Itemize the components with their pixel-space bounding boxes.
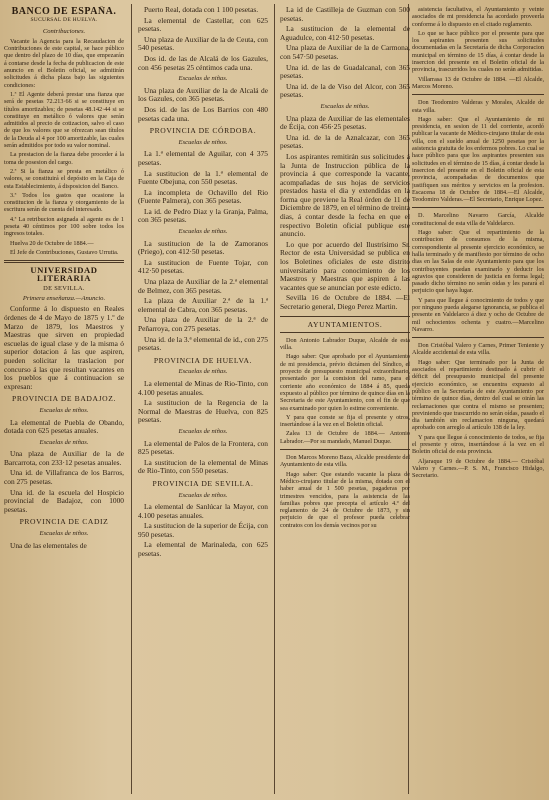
- paragraph: 1.ª El Agente deberá prestar una fianza que será de pesetas 72.213·66 si se constituye en títulos amortizables; de pesetas 48.142·44 si se constituye en metálico ó valores que serán admitidos al precio de cotizacion, salvo el caso de que los valores que se ofrezcan sean títulos de la Deuda al 4 por 100 amortizable, las cuales serán admitidos por todo su valor nominal.: [4, 90, 124, 150]
- paragraph: Conforme á lo dispuesto en Reales órdenes de 4 de Mayo de 1875 y 1.º de Marzo de 1879, los Maestros y Maestras que sirven en propiedad escuelas de igual clase y de la misma ó superior dotacion á las que aspiren, pueden solicitar la traslacion por concurso á las que resultan vacantes en los pueblos que á continuacion se expresan:: [4, 304, 124, 391]
- province-heading: PROVINCIA DE CÓRDOBA.: [149, 126, 257, 136]
- paragraph: Y para que conste se fija el presente y otros, insertándose á la vez en el Boletin oficial.: [280, 413, 410, 429]
- signature-date: Huelva 20 de Octubre de 1884.—: [10, 239, 94, 247]
- vacancy-item: La incompleta de Ochavillo del Rio (Fuente Palmera), con 365 pesetas.: [138, 187, 268, 206]
- school-type-heading: Escuelas de niños.: [178, 427, 228, 435]
- notice-header: D. Marcelino Navarro García, Alcalde constitucional de esta villa de Valdelarco.: [412, 212, 544, 227]
- vacancy-item: La sustitucion de la de Zamoranos (Priego), con 412·50 pesetas.: [138, 238, 268, 257]
- vacancy-item: Una plaza de Auxiliar de la de Barcarrota, con 233·12 pesetas anuales.: [4, 449, 124, 467]
- vacancy-item: Dos id. de las de Los Barrios con 480 pesetas cada una.: [138, 104, 268, 123]
- signature: Sevilla 16 de Octubre de 1884. —El Secretario general, Diego Perez Martin.: [280, 293, 410, 311]
- university-notice: Primera enseñanza.—Anuncio.: [22, 295, 106, 303]
- paragraph: Lo que por acuerdo del Ilustrísimo Sr. Rector de esta Universidad se publica en los Boletines oficiales de este distrito universitario para conocimiento de los Maestros y Maestras que aspiren á las vacantes que se anuncian por este edicto.: [280, 239, 410, 292]
- vacancy-item: Una id. de la escuela del Hospicio provincial de Badajoz, con 1000 pesetas.: [4, 487, 124, 514]
- vacancy-item: Una de las elementales de: [10, 540, 87, 550]
- divider: [280, 332, 410, 333]
- section-heading: Contribuciones.: [42, 27, 86, 35]
- vacancy-item: La elemental de Puebla de Obando, dotada con 625 pesetas anuales.: [4, 417, 124, 436]
- vacancy-item: La sustitucion de Fuente Tojar, con 412·50 pesetas.: [138, 257, 268, 276]
- divider: [280, 316, 410, 317]
- column-3: [280, 6, 410, 794]
- signature: Villarrasa 13 de Octubre de 1884. —El Alcalde, Marcos Moreno.: [412, 75, 544, 90]
- school-type-heading: Escuelas de niñas.: [39, 438, 89, 446]
- notice-header: Don Cristóbal Valero y Carnes, Primer Teniente y Alcalde accidental de esta villa.: [412, 342, 544, 357]
- province-heading: PROVINCIA DE CADIZ: [19, 517, 109, 527]
- vacancy-item: La sustitucion de la 1.ª elemental de Fuente Obejuna, con 550 pesetas.: [138, 168, 268, 187]
- vacancy-item: La elemental de Palos de la Frontera, con 825 pesetas.: [138, 438, 268, 457]
- paragraph: Vacante la Agencia para la Recaudacion de Contribuciones de este capital, se hace público que dentro del plazo de 10 días, que empezarán á contarse desde la fecha de publicacion de este anuncio en el Boletin oficial, se admitirán solicitudes á dicha plaza bajo las siguientes condiciones:: [4, 37, 124, 89]
- paragraph: Hago saber: Que aprobado por el Ayuntamiento de mi presidencia, prévio dictámen del Síndico, el proyecto de presupuesto municipal extraordinario, presentado por la comision del ramo, para el corriente año económico de 1884 á 85, queda expuesto al público por término de quince días en la Secretaria de este Ayuntamiento, con el fin de que sea examinado por quien lo estime conveniente.: [280, 353, 410, 412]
- vacancy-item: Dos id. de las de Alcalá de los Gazules, con 456 pesetas 25 céntimos cada una.: [138, 53, 268, 72]
- column-rule: [131, 4, 132, 794]
- vacancy-item: La elemental de Castellar, con 625 pesetas.: [138, 15, 268, 34]
- notice-header: Don Marcos Moreno Baza, Alcalde presidente del Ayuntamiento de esta villa.: [280, 454, 410, 469]
- paragraph: Hago saber: Que terminado por la Junta de asociados el repartimiento destinado á cubrir el déficit del presupuesto municipal del presente ejercicio económico, se encuentra expuesto al público en la Secretaría de este Ayuntamiento por término de quince días, dentro del cual se oirán las reclamaciones que contra el mismo se presenten; previniendo que trascurrido no serán oídas, pasado el dia también sin reclamacion ninguna, quedará aprobado con arreglo al artículo 138 de la ley.: [412, 358, 544, 432]
- vacancy-item: La sustitucion de la Regencia de la Normal de Maestras de Huelva, con 825 pesetas.: [138, 398, 268, 425]
- university-title: UNIVERSIDAD LITERARIA: [30, 265, 98, 283]
- paragraph: 4.ª La retribucion asignada al agente es de 1 peseta 40 céntimos por 100 sobre todos los ingresos totales.: [4, 215, 124, 238]
- vacancy-item: Una id. de la de Viso del Alcor, con 365 pesetas.: [280, 81, 410, 100]
- school-type-heading: Escuelas de niñas.: [178, 368, 228, 376]
- column-2: [138, 6, 268, 794]
- vacancy-item: Una plaza de Auxiliar de las elementales de Écija, con 456·25 pesetas.: [280, 113, 410, 132]
- vacancy-item: La id. de Pedro Diaz y la Granja, Palma, con 365 pesetas.: [138, 206, 268, 225]
- vacancy-item: Una id. de la de Aznalcazar, con 365 pesetas.: [280, 132, 410, 151]
- vacancy-item: La sustitucion de la elemental de Aguadulce, con 412·50 pesetas.: [280, 24, 410, 42]
- school-type-heading: Escuelas de niñas.: [178, 228, 228, 236]
- paragraph: Hago saber: Que el Ayuntamiento de mi presidencia, en sesion de 11 del corriente, acordó publicar la vacante de Médico-cirujano titular de esta villa, con el sueldo anual de 1250 pesetas por la asistencia gratuita de los enfermos pobres. Lo cual se hace público para que los aspirantes presenten sus solicitudes en el término de 15 días, á contar desde la insercion del presente en el Boletin oficial de esta provincia, acompañadas de documentos que justifiquen sus méritos y servicios en la profesion. Escacena 18 de Octubre de 1884.—El Alcalde, Teodomiro Valderas.—El Secretario, Enrique Lopez.: [412, 115, 544, 204]
- notice-header: Don Antonio Labrador Duque, Alcalde de esta villa.: [280, 336, 410, 352]
- vacancy-item: Puerto Real, dotada con 1 100 pesetas.: [144, 6, 259, 14]
- school-type-heading: Escuelas de niños.: [178, 491, 228, 499]
- notice-header: Don Teodomiro Valderas y Morales, Alcalde de esta villa.: [412, 99, 544, 114]
- divider: [280, 449, 410, 450]
- vacancy-item: Una plaza de Auxiliar de la de Alcalá de los Gazules, con 365 pesetas.: [138, 85, 268, 104]
- vacancy-item: La id de Castilleja de Guzman con 500 pesetas.: [280, 6, 410, 23]
- paragraph: 2.ª Si la fianza se presta en metálico ó valores, se constituirá el depósito en la Caja de esta Establecimiento, á disposicion del Banco.: [4, 167, 124, 190]
- paragraph: La prestacion de la fianza debe proceder á la toma de posesion del cargo.: [4, 151, 124, 166]
- province-heading: PROVINCIA DE HUELVA.: [153, 355, 253, 365]
- signature-name: El Jefe de Contribuciones, Gustavo Urrutia.: [10, 248, 119, 256]
- paragraph: Y para que llegue á conocimiento de todos y que por ninguno pueda alegarse ignorancia, se publica el presente en Valdelarco á diez y ocho de Octubre de mil ochocientos ochenta y cuatro.—Marcelino Navarro.: [412, 296, 544, 333]
- vacancy-item: Una id. de las de Guadalcanal, con 365 pesetas.: [280, 62, 410, 81]
- school-type-heading: Escuelas de niñas.: [178, 75, 228, 83]
- vacancy-item: La elemental de Minas de Rio-Tinto, con 4.100 pesetas anuales.: [138, 378, 268, 397]
- vacancy-item: Una plaza de Auxiliar de la de Ceuta, con 540 pesetas.: [138, 34, 268, 53]
- university-subtitle: DE SEVILLA.: [43, 284, 85, 292]
- column-1: [4, 6, 124, 794]
- vacancy-item: La elemental de Sanlúcar la Mayor, con 4.100 pesetas anuales.: [138, 502, 268, 520]
- vacancy-item: Una plaza de Auxiliar de la de Carmona, con 547·50 pesetas.: [280, 43, 410, 61]
- vacancy-item: Una plaza de Auxiliar de la 2.ª elemental de Belmez, con 365 pesetas.: [138, 277, 268, 295]
- paragraph: Hago saber: Que el repartimiento de la contribucion de consumos de la misma, correspondiente al presente ejercicio económico, se halla terminado y de manifiesto por término de ocho dias en las Salas de este Ayuntamiento para que los contribuyentes puedan examinarlo y deducir los agravios que consideren de justicia en forma legal; pasado dicho término no serán oidas y les parará el perjuicio que haya lugar.: [412, 229, 544, 295]
- vacancy-item: La sustitucion de la elemental de Minas de Rio-Tinto, con 550 pesetas.: [138, 457, 268, 476]
- column-4: [412, 6, 544, 794]
- province-heading: PROVINCIA DE SEVILLA.: [152, 478, 254, 488]
- paragraph: Hago saber: Que estando vacante la plaza de Médico-cirujano titular de la misma, dotada con el haber anual de 1 500 pesetas, pagaderas por trimestres vencidos, para la asistencia de las familias pobres que precepta el artículo 4.º del reglamento de 24 de Octubre de 1873, y sin perjuicio de que el profesor pueda celebrar contratos con los demás vecinos por su: [280, 470, 410, 529]
- school-type-heading: Escuelas de niñas.: [320, 102, 370, 110]
- ayuntamientos-heading: AYUNTAMIENTOS.: [307, 319, 383, 329]
- bank-title: BANCO DE ESPAÑA.: [11, 6, 117, 17]
- column-rule: [274, 4, 275, 794]
- vacancy-item: Una id. de la 3.ª elemental de id., con 275 pesetas.: [138, 334, 268, 353]
- divider: [412, 337, 544, 338]
- vacancy-item: Una id. de Villafranca de los Barros, con 275 pesetas.: [4, 468, 124, 487]
- paragraph: Los aspirantes remitirán sus solicitudes á la Junta de Instruccion pública de la provincia á que corresponde la vacante, acompañadas de sus hojas de servicios prestados hasta el dia y extendidas en la forma que previene la Real órden de 11 de Diciembre de 1879, en el término de treinta dias, á contar desde la fecha en que el respectivo Boletin oficial publique este anuncio.: [280, 151, 410, 239]
- vacancy-item: La 1.ª elemental de Aguilar, con 4 375 pesetas.: [138, 149, 268, 167]
- vacancy-item: La plaza de Auxiliar 2.ª de la 1.ª elemental de Cabra, con 365 pesetas.: [138, 296, 268, 314]
- school-type-heading: Escuelas de niños.: [178, 138, 228, 146]
- divider: [412, 207, 544, 208]
- divider: [4, 260, 124, 263]
- paragraph: Lo que se hace público por el presente para que los aspirantes presenten sus solicitudes documentadas en la Secretaría de dicha Corporacion municipal en término de 15 días, á contar desde la insercion del presente en el Boletin oficial de la provincia, trascurridos los cuales no serán admitidas.: [412, 29, 544, 74]
- vacancy-item: La elemental de Marinaleda, con 625 pesetas.: [138, 540, 268, 559]
- divider: [412, 94, 544, 95]
- paragraph: 3.ª Todos los gastos que ocasione la constitucion de la fianza y otorgamiento de la escritura serán de cuenta del interesado.: [4, 191, 124, 214]
- vacancy-item: Una plaza de Auxiliar de la 2.ª de Peñarroya, con 275 pesetas.: [138, 315, 268, 333]
- vacancy-item: La sustitucion de la superior de Écija, con 950 pesetas.: [138, 521, 268, 539]
- signature: Zalea 13 de Octubre de 1884.— Antonio Labrador.—Por su mandado, Manuel Duque.: [280, 430, 410, 445]
- school-type-heading: Escuelas de niños.: [39, 406, 89, 414]
- signature: Aljaraque 19 de Octubre de 1884.— Cristóbal Valero y Carnes.—P. S. M., Francisco Hidalgo, Secretario.: [412, 457, 544, 480]
- paragraph: Y para que llegue á conocimiento de todos, se fija el presente y otros, insertándose á la vez en el Boletin oficial de esta provincia.: [412, 433, 544, 456]
- province-heading: PROVINCIA DE BADAJOZ.: [12, 394, 116, 404]
- paragraph: asistencia facultativa, el Ayuntamiento y veinte asociados de mi presidencia ha acordado proveerla conforme á lo dispuesto en el citado reglamento.: [412, 6, 544, 28]
- bank-subtitle: SUCURSAL DE HUELVA.: [30, 17, 98, 24]
- school-type-heading: Escuelas de niños.: [39, 530, 89, 538]
